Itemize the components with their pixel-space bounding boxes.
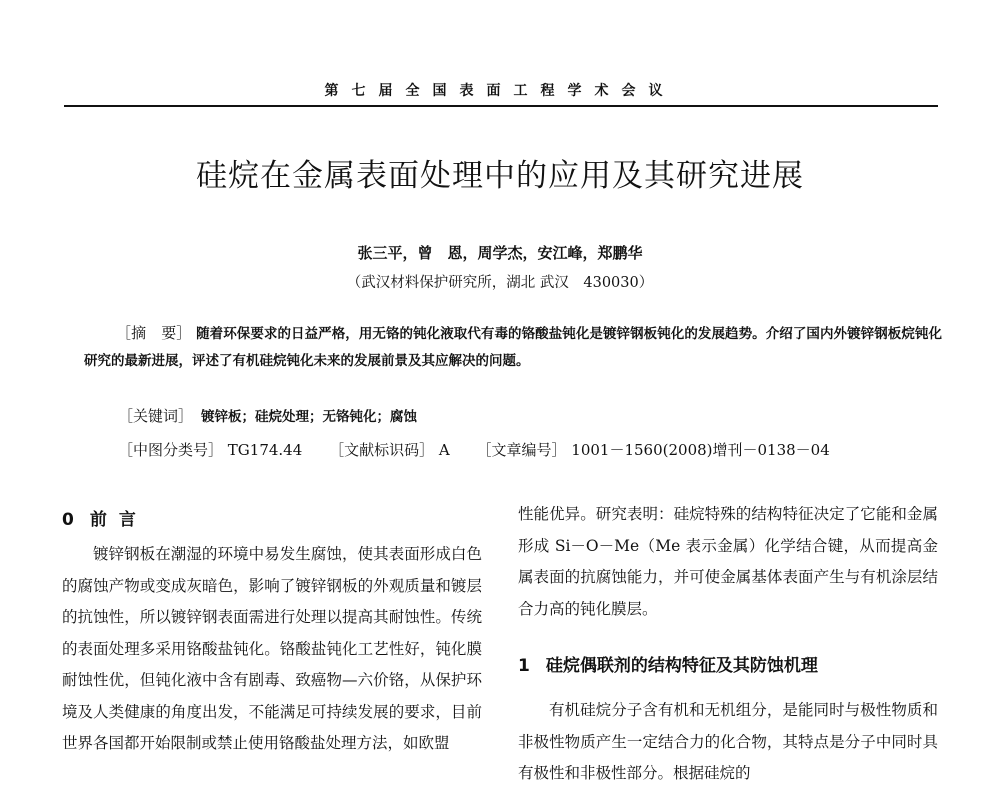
- affiliation: （武汉材料保护研究所，湖北 武汉 430030）: [346, 275, 654, 291]
- section-1-heading: [518, 651, 938, 681]
- continuation-paragraph: 性能优异。研究表明：硅烷特殊的结构特征决定了它能和金属形成 Si－O－Me（Me 表示金属）化学结合键，从而提高金属表面的抗腐蚀能力，并可使金属基体表面产生与有机涂层结合力高的钝化膜层。: [518, 505, 938, 618]
- paper-title: 硅烷在金属表面处理中的应用及其研究进展: [196, 158, 804, 194]
- right-column: [518, 505, 938, 790]
- keywords-text: 镀锌板；硅烷处理；无铬钝化；腐蚀: [201, 409, 418, 425]
- abstract-text: 随着环保要求的日益严格，用无铬的钝化液取代有毒的铬酸盐钝化是镀锌钢板钝化的发展趋势。介绍了国内外镀锌钢板烷钝化研究的最新进展，评述了有机硅烷钝化未来的发展前景及其应解决的问题。: [84, 326, 942, 369]
- section-1-paragraph: 有机硅烷分子含有机和无机组分，是能同时与极性物质和非极性物质产生一定结合力的化合物，其特点是分子中同时具有极性和非极性部分。根据硅烷的: [518, 701, 938, 782]
- abstract: [84, 320, 942, 375]
- clc-label: ［中图分类号］: [118, 441, 224, 459]
- header-rule: [64, 105, 938, 107]
- section-0-paragraph: 镀锌钢板在潮湿的环境中易发生腐蚀，使其表面形成白色的腐蚀产物或变成灰暗色，影响了镀锌钢板的外观质量和镀层的抗蚀性，所以镀锌钢表面需进行处理以提高其耐蚀性。传统的表面处理多采用铬酸盐钝化。铬酸盐钝化工艺性好，钝化膜耐蚀性优，但钝化液中含有剧毒、致癌物—六价铬，从保护环境及人类健康的角度出发，不能满足可持续发展的要求，目前世界各国都开始限制或禁止使用铬酸盐处理方法，如欧盟: [62, 545, 482, 752]
- doc-code-label: ［文献标识码］: [329, 441, 435, 459]
- keywords-label: ［关键词］: [118, 407, 194, 425]
- section-1-title: 硅烷偶联剂的结构特征及其防蚀机理: [545, 656, 818, 676]
- author-list: 张三平，曾 恩，周学杰，安江峰，郑鹏华: [357, 244, 643, 262]
- section-0-heading: [62, 505, 482, 535]
- section-1-number: 1: [518, 656, 530, 676]
- running-header: 第七届全国表面工程学术会议: [324, 83, 676, 99]
- section-0-title: 前言: [89, 510, 148, 530]
- left-column: [62, 505, 482, 760]
- classification-line: [118, 439, 830, 460]
- article-number-label: ［文章编号］: [476, 441, 567, 459]
- keywords: [118, 405, 417, 426]
- section-0-number: 0: [62, 510, 74, 530]
- article-number-value: 1001－1560(2008)增刊－0138－04: [571, 441, 830, 459]
- abstract-label: ［摘 要］: [116, 324, 192, 342]
- clc-value: TG174.44: [227, 441, 303, 459]
- doc-code-value: A: [438, 441, 450, 459]
